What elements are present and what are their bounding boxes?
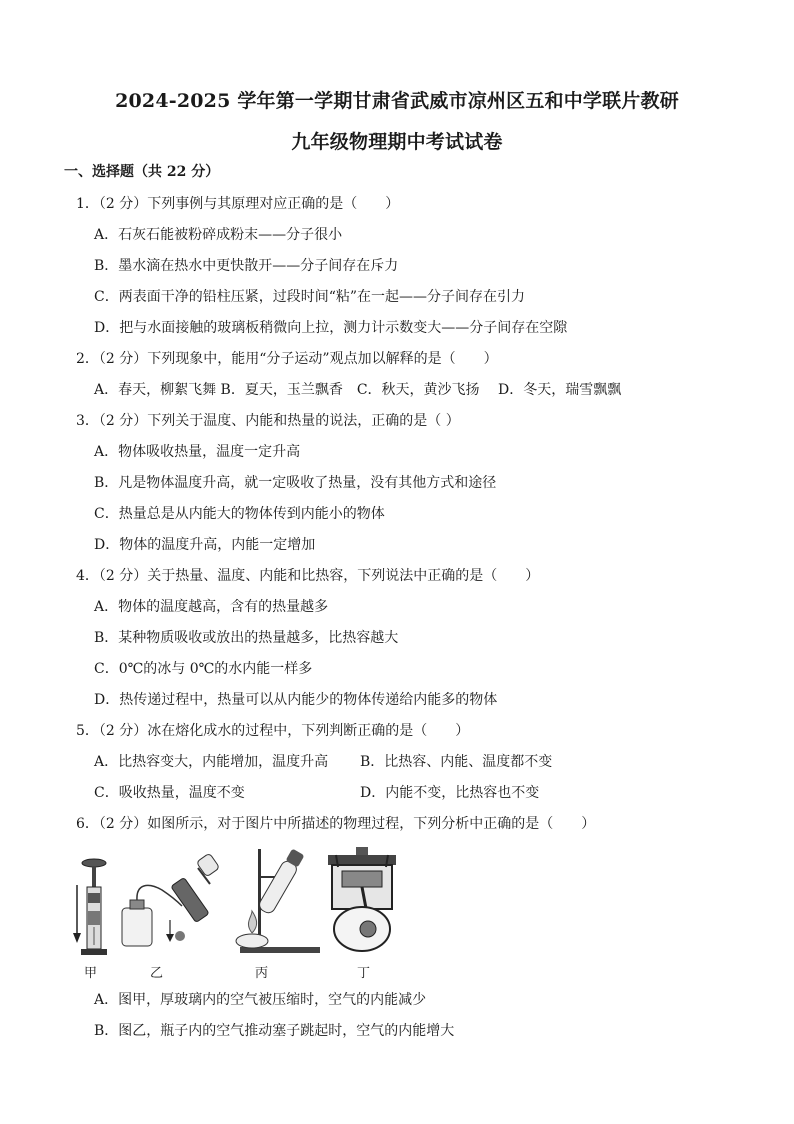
figure-bing-test-tube-heating bbox=[230, 845, 322, 957]
question-3-option-a: A．物体吸收热量，温度一定升高 bbox=[94, 444, 301, 460]
question-4-option-a: A．物体的温度越高，含有的热量越多 bbox=[94, 599, 329, 615]
question-6-stem: 6．（2 分）如图所示，对于图片中所描述的物理过程，下列分析中正确的是（ ） bbox=[76, 816, 596, 832]
exam-title-line2: 九年级物理期中考试试卷 bbox=[291, 131, 503, 153]
exam-title-line1: 2024-2025 学年第一学期甘肃省武威市凉州区五和中学联片教研 bbox=[115, 90, 679, 112]
question-6-option-b: B．图乙，瓶子内的空气推动塞子跳起时，空气的内能增大 bbox=[94, 1023, 455, 1039]
question-3-option-d: D．物体的温度升高，内能一定增加 bbox=[94, 537, 316, 553]
question-5-stem: 5．（2 分）冰在熔化成水的过程中，下列判断正确的是（ ） bbox=[76, 723, 470, 739]
question-2-options: A．春天，柳絮飞舞 B．夏天，玉兰飘香 C．秋天，黄沙飞扬 D．冬天，瑞雪飘飘 bbox=[94, 382, 622, 398]
section-heading-choice: 一、选择题（共 22 分） bbox=[64, 164, 220, 180]
question-5-option-a: A．比热容变大，内能增加，温度升高 bbox=[94, 754, 329, 770]
question-1-option-d: D．把与水面接触的玻璃板稍微向上拉，测力计示数变大——分子间存在空隙 bbox=[94, 320, 568, 336]
question-3-stem: 3．（2 分）下列关于温度、内能和热量的说法，正确的是（ ） bbox=[76, 413, 460, 429]
question-5-option-b: B．比热容、内能、温度都不变 bbox=[360, 754, 553, 770]
question-3-option-c: C．热量总是从内能大的物体传到内能小的物体 bbox=[94, 506, 385, 522]
question-3-option-b: B．凡是物体温度升高，就一定吸收了热量，没有其他方式和途径 bbox=[94, 475, 497, 491]
question-4-option-c: C．0℃的冰与 0℃的水内能一样多 bbox=[94, 661, 313, 677]
question-6-option-a: A．图甲，厚玻璃内的空气被压缩时，空气的内能减少 bbox=[94, 992, 427, 1008]
question-5-option-c: C．吸收热量，温度不变 bbox=[94, 785, 245, 801]
figure-label-yi: 乙 bbox=[150, 966, 164, 981]
question-1-stem: 1．（2 分）下列事例与其原理对应正确的是（ ） bbox=[76, 196, 400, 212]
question-1-option-c: C．两表面干净的铅柱压紧，过段时间“粘”在一起——分子间存在引力 bbox=[94, 289, 526, 305]
question-4-option-d: D．热传递过程中，热量可以从内能少的物体传递给内能多的物体 bbox=[94, 692, 498, 708]
figure-jia-air-compression bbox=[70, 855, 116, 960]
question-4-option-b: B．某种物质吸收或放出的热量越多，比热容越大 bbox=[94, 630, 399, 646]
question-1-option-b: B．墨水滴在热水中更快散开——分子间存在斥力 bbox=[94, 258, 399, 274]
figure-ding-engine-cylinder bbox=[322, 845, 402, 957]
question-4-stem: 4．（2 分）关于热量、温度、内能和比热容，下列说法中正确的是（ ） bbox=[76, 568, 540, 584]
question-5-option-d: D．内能不变，比热容也不变 bbox=[360, 785, 540, 801]
figure-yi-bottle-pump bbox=[118, 850, 230, 955]
figure-label-ding: 丁 bbox=[357, 966, 371, 981]
figure-label-bing: 丙 bbox=[255, 966, 269, 981]
figure-label-jia: 甲 bbox=[84, 966, 98, 981]
question-1-option-a: A．石灰石能被粉碎成粉末——分子很小 bbox=[94, 227, 343, 243]
question-2-stem: 2．（2 分）下列现象中，能用“分子运动”观点加以解释的是（ ） bbox=[76, 351, 498, 367]
